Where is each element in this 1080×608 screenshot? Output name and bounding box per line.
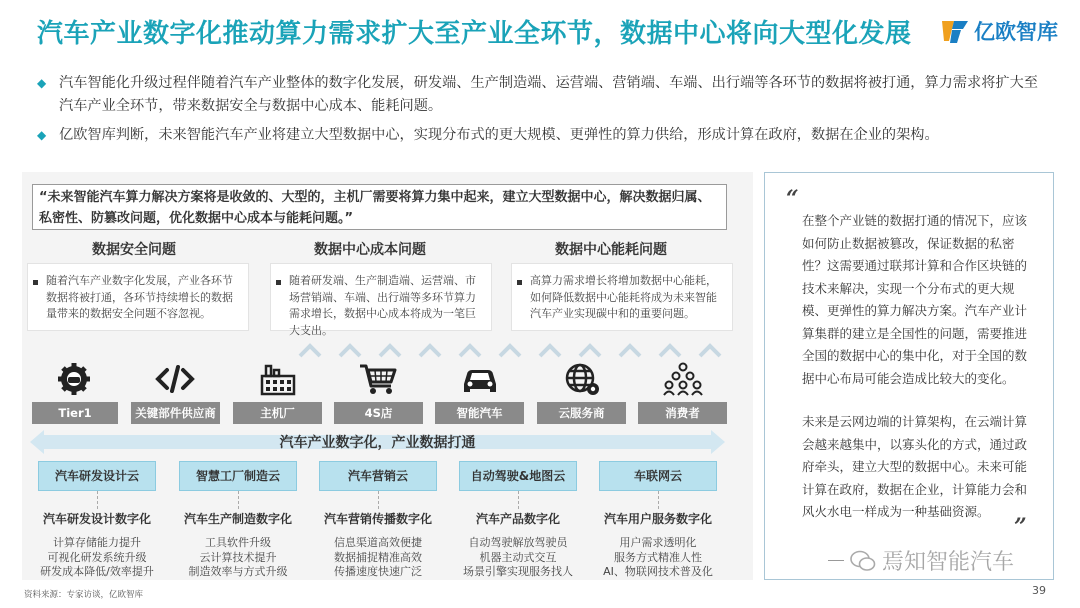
- detail-list-marketing: [316, 536, 440, 580]
- category-consumer: 消费者: [638, 402, 727, 424]
- detail-item: 数据捕捉精准高效: [334, 550, 422, 564]
- wechat-icon: [850, 550, 876, 572]
- detail-item: 云计算技术提升: [199, 550, 277, 564]
- source-note: 资料来源：专家访谈，亿欧智库: [24, 590, 144, 600]
- detail-list-production: [176, 536, 300, 580]
- category-cloud-provider: 云服务商: [537, 402, 626, 424]
- logo-icon: [940, 17, 970, 45]
- cloud-autonomous: 自动驾驶&地图云: [459, 461, 577, 491]
- commentary-paragraph: 未来是云网边端的计算架构，在云端计算会越来越集中，以寡头化的方式，通过政府牵头，建立大型的数据中心。未来可能计算在政府，数据在企业，计算能力会和风火水电一样成为一种基础资源。: [802, 414, 1028, 519]
- connector-line: [518, 491, 519, 509]
- square-bullet-icon: [33, 280, 38, 285]
- detail-list-service: [596, 536, 720, 580]
- car-icon: [460, 362, 500, 396]
- detail-item: 用户需求透明化: [619, 536, 697, 549]
- globe-icon: [562, 362, 602, 396]
- category-smart-car: 智能汽车: [435, 402, 524, 424]
- detail-item: 工具软件升级: [205, 536, 271, 549]
- gear-icon: [54, 362, 94, 396]
- cloud-rd: 汽车研发设计云: [38, 461, 156, 491]
- commentary-paragraph: 在整个产业链的数据打通的情况下，应该如何防止数据被篡改，保证数据的私密性？这需要通过联邦计算和合作区块链的技术来解决，实现一个分布式的更大规模、更弹性的算力解决方案。汽车产业计算集群的建立是全国性的问题，需要推进全国的数据中心的集中化，对于全国的数据中心布局可能会造成比较大的变化。: [802, 213, 1028, 386]
- problem-card-security: [27, 263, 249, 331]
- bullet-item: [37, 72, 1047, 118]
- watermark: [828, 545, 1014, 576]
- problem-title-cost: 数据中心成本问题: [314, 242, 426, 258]
- detail-item: 制造效率与方式升级: [188, 565, 288, 578]
- detail-item: 信息渠道高效便捷: [334, 536, 422, 549]
- digitalization-rd: 汽车研发设计数字化: [42, 512, 151, 526]
- diamond-icon: ◆: [37, 76, 47, 90]
- cart-icon: [358, 362, 398, 396]
- detail-item: 机器主动式交互: [479, 550, 557, 564]
- detail-item: 自动驾驶解放驾驶员: [468, 536, 568, 549]
- cloud-iov: 车联网云: [599, 461, 717, 491]
- diamond-icon: ◆: [37, 128, 47, 142]
- digitalization-service: 汽车用户服务数字化: [603, 512, 712, 526]
- logo-text: 亿欧智库: [974, 20, 1058, 44]
- detail-item: AI、物联网技术普及化: [603, 565, 713, 578]
- digitalization-product: 汽车产品数字化: [475, 512, 560, 526]
- problem-title-security: 数据安全问题: [92, 242, 176, 258]
- connector-line: [658, 491, 659, 509]
- problem-text: 随着研发端、生产制造端、运营端、市场营销端、车端、出行端等多环节算力需求增长，数据中心成本将成为一笔巨大支出。: [289, 274, 476, 337]
- detail-item: 可视化研发系统升级: [47, 550, 147, 564]
- cloud-marketing: 汽车营销云: [319, 461, 437, 491]
- up-chevrons-icon: [290, 334, 770, 360]
- bullet-text: 汽车智能化升级过程伴随着汽车产业整体的数字化发展，研发端、生产制造端、运营端、营销端、车端、出行端等各环节的数据将被打通，算力需求将扩大至汽车产业全环节，带来数据安全与数据中心成本、能耗问题。: [59, 75, 1038, 114]
- bullet-text: 亿欧智库判断，未来智能汽车产业将建立大型数据中心，实现分布式的更大规模、更弹性的算力供给，形成计算在政府，数据在企业的架构。: [59, 127, 939, 143]
- category-supplier: 关键部件供应商: [131, 402, 220, 424]
- summary-bullets: [37, 72, 1047, 153]
- category-tier1: Tier1: [32, 402, 118, 424]
- square-bullet-icon: [517, 280, 522, 285]
- factory-icon: [258, 362, 298, 396]
- company-logo: [940, 16, 1058, 46]
- detail-list-product: [456, 536, 580, 580]
- connector-line: [378, 491, 379, 509]
- detail-item: 场景引擎实现服务找人: [463, 565, 573, 578]
- bullet-item: [37, 124, 1047, 147]
- category-4s-store: 4S店: [334, 402, 423, 424]
- category-oem: 主机厂: [233, 402, 322, 424]
- square-bullet-icon: [276, 280, 281, 285]
- problem-card-cost: [270, 263, 492, 337]
- cloud-factory: 智慧工厂制造云: [179, 461, 297, 491]
- watermark-text: 焉知智能汽车: [882, 550, 1015, 575]
- detail-item: 计算存储能力提升: [53, 536, 141, 549]
- detail-list-rd: [35, 536, 159, 580]
- detail-item: 研发成本降低/效率提升: [40, 565, 154, 578]
- detail-item: 传播速度快速广泛: [334, 565, 422, 578]
- expert-quote: “未来智能汽车算力解决方案将是收敛的、大型的，主机厂需要将算力集中起来，建立大型数据中心，解决数据归属、私密性、防篡改问题，优化数据中心成本与能耗问题。”: [32, 184, 727, 230]
- problem-text: 随着汽车产业数字化发展，产业各环节数据将被打通，各环节持续增长的数据量带来的数据安全问题不容忽视。: [46, 274, 233, 320]
- people-icon: [663, 362, 703, 396]
- quote-open-icon: “: [786, 186, 799, 212]
- arrow-label: 汽车产业数字化，产业数据打通: [279, 435, 476, 451]
- connector-line: [238, 491, 239, 509]
- page-number: 39: [1032, 584, 1046, 597]
- problem-text: 高算力需求增长将增加数据中心能耗，如何降低数据中心能耗将成为未来智能汽车产业实现碳中和的重要问题。: [530, 274, 717, 320]
- detail-item: 服务方式精准人性: [614, 550, 702, 564]
- connector-line: [97, 491, 98, 509]
- digitalization-production: 汽车生产制造数字化: [183, 512, 292, 526]
- code-icon: [155, 362, 195, 396]
- digitalization-marketing: 汽车营销传播数字化: [323, 512, 432, 526]
- problem-card-energy: [511, 263, 733, 331]
- quote-close-icon: ”: [1014, 514, 1027, 540]
- page-title: 汽车产业数字化推动算力需求扩大至产业全环节，数据中心将向大型化发展: [37, 19, 912, 49]
- watermark-line: [828, 560, 844, 561]
- problem-title-energy: 数据中心能耗问题: [555, 242, 667, 258]
